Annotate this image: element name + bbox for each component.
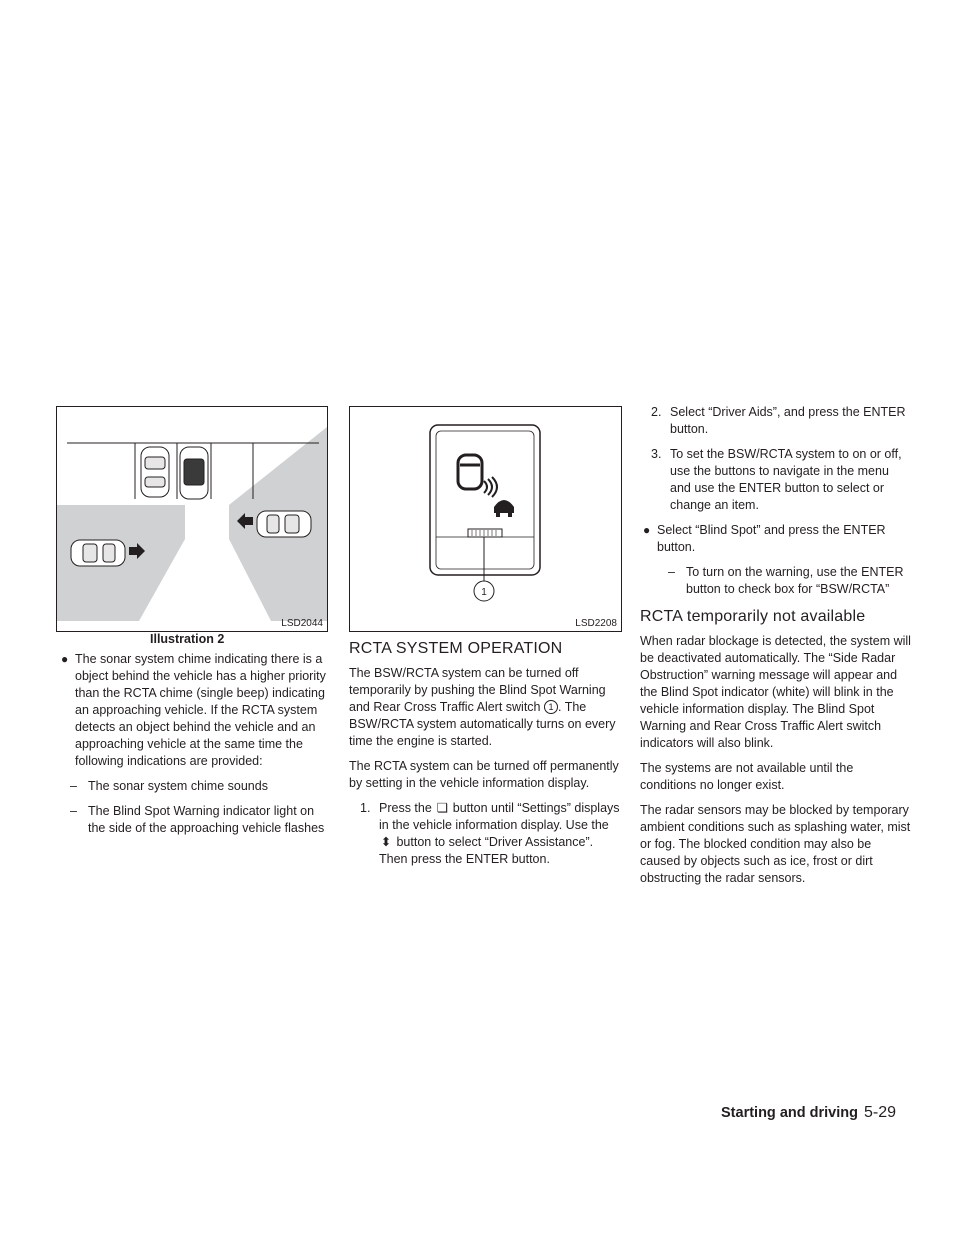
parking-lot-illustration bbox=[57, 407, 327, 631]
paragraph: When radar blockage is detected, the system will be deactivated automatically. The “Side Radar Obstruction” warning message will appear and the Blind Spot indicator (white) will blink in the vehicle information display. The Blind Spot Warning and Rear Cross Traffic Alert switch indicators will also blink. bbox=[640, 634, 911, 750]
own-vehicle bbox=[180, 447, 208, 499]
switch-illustration bbox=[350, 407, 621, 631]
bullet-item bbox=[58, 651, 328, 770]
bullet-marker: ● bbox=[61, 652, 69, 666]
right-column bbox=[640, 404, 912, 895]
middle-column bbox=[349, 630, 621, 876]
bullet-item: ● Select “Blind Spot” and press the ENTER button. bbox=[643, 523, 886, 554]
paragraph: The BSW/RCTA system can be turned off temporarily by pushing the Blind Spot Warning and Rear Cross Traffic Alert switch 1 . The BSW/RCTA system automatically turns on every time the engine is started. bbox=[349, 666, 616, 748]
paragraph: The RCTA system can be turned off permanently by setting in the vehicle information display. bbox=[349, 759, 619, 790]
dash-text: The Blind Spot Warning indicator light on the side of the approaching vehicle flashes bbox=[88, 804, 325, 835]
menu-button-icon: ❑ bbox=[436, 801, 448, 815]
left-column bbox=[58, 651, 328, 845]
step-3: 3. To set the BSW/RCTA system to on or off, use the buttons to navigate in the menu and use the ENTER button to select or change an item. bbox=[651, 447, 902, 512]
paragraph: The radar sensors may be blocked by temporary ambient conditions such as splashing water, mist or fog. The blocked condition may also be caused by objects such as ice, frost or dirt obstructing the radar sensors. bbox=[640, 803, 911, 885]
dash-text: The sonar system chime sounds bbox=[88, 779, 268, 793]
figure-caption: Illustration 2 bbox=[150, 632, 225, 646]
dash-item: – The Blind Spot Warning indicator light on the side of the approaching vehicle flashes bbox=[70, 804, 325, 835]
section-heading: RCTA SYSTEM OPERATION bbox=[349, 640, 563, 657]
figure-code: LSD2044 bbox=[281, 618, 323, 629]
figure-code: LSD2208 bbox=[575, 618, 617, 629]
bullet-marker: ● bbox=[643, 523, 651, 537]
up-down-arrow-icon: ⬍ bbox=[380, 835, 392, 849]
dash-item: – To turn on the warning, use the ENTER button to check box for “BSW/RCTA” bbox=[668, 565, 904, 596]
illustration-2-figure bbox=[56, 406, 328, 632]
bullet-text: The sonar system chime indicating there is a object behind the vehicle has a higher priority than the RCTA chime (single beep) indicating an approaching vehicle. If the RCTA system detects an object behind the vehicle and an approaching vehicle at the same time the following indications are provided: bbox=[75, 652, 326, 768]
bsw-switch-figure bbox=[349, 406, 622, 632]
dash-item: – The sonar system chime sounds bbox=[70, 779, 268, 793]
page-footer bbox=[721, 1104, 896, 1122]
callout-ref: 1 bbox=[544, 700, 558, 714]
approaching-car-left bbox=[71, 540, 125, 566]
parked-car bbox=[141, 447, 169, 497]
indicator-light bbox=[468, 529, 502, 537]
step-1: 1. Press the ❑ button until “Settings” displays in the vehicle information display. Use the ⬍ button to select “Driver Assistance”. Then press the ENTER button. bbox=[360, 801, 620, 866]
step-2: 2. Select “Driver Aids”, and press the ENTER button. bbox=[651, 405, 906, 436]
paragraph: The systems are not available until the conditions no longer exist. bbox=[640, 761, 854, 792]
approaching-car-right bbox=[257, 511, 311, 537]
section-name: Starting and driving bbox=[721, 1105, 858, 1121]
callout-number: 1 bbox=[481, 587, 487, 598]
section-heading: RCTA temporarily not available bbox=[640, 608, 866, 625]
page-number: 5-29 bbox=[863, 1104, 896, 1121]
